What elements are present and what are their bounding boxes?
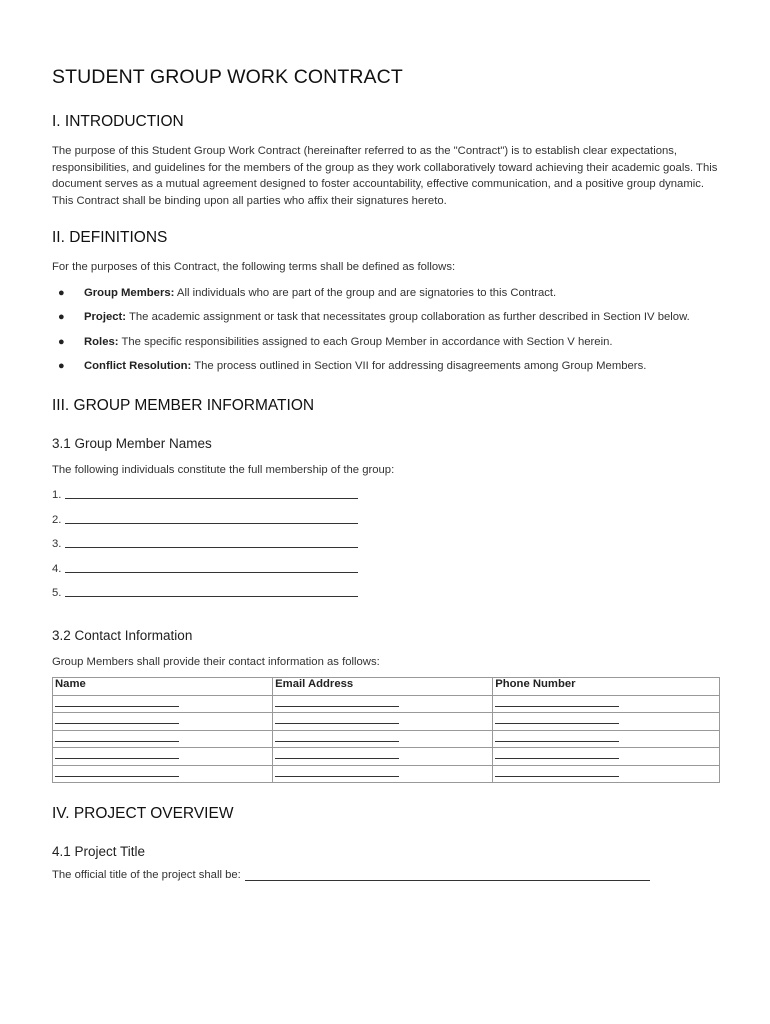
line-number: 2.	[52, 513, 62, 526]
email-cell[interactable]	[273, 748, 493, 766]
phone-cell[interactable]	[493, 765, 720, 783]
member-name-line[interactable]	[52, 561, 722, 586]
blank-line	[495, 713, 619, 724]
section-heading-group-member-information: III. GROUP MEMBER INFORMATION	[52, 396, 315, 414]
line-number: 5.	[52, 587, 62, 599]
column-header-name: Name	[53, 678, 273, 696]
member-name-line[interactable]	[52, 536, 722, 561]
name-cell[interactable]	[53, 695, 273, 713]
blank-line	[275, 696, 399, 707]
blank-line	[55, 713, 179, 724]
email-cell[interactable]	[273, 695, 493, 713]
subsection-heading-member-names: 3.1 Group Member Names	[52, 435, 212, 451]
email-cell[interactable]	[273, 713, 493, 731]
phone-cell[interactable]	[493, 730, 720, 748]
blank-line	[495, 731, 619, 742]
email-cell[interactable]	[273, 730, 493, 748]
section-heading-project-overview: IV. PROJECT OVERVIEW	[52, 805, 234, 822]
bullet-icon: ●	[58, 311, 65, 323]
email-cell[interactable]	[273, 765, 493, 783]
member-name-line[interactable]	[52, 585, 722, 610]
blank-line	[55, 748, 179, 759]
column-header-email: Email Address	[273, 678, 493, 696]
member-name-blank[interactable]	[65, 487, 358, 499]
contact-table	[52, 677, 720, 783]
definition-term: Conflict Resolution:	[84, 360, 192, 372]
definition-text: The process outlined in Section VII for addressing disagreements among Group Members.	[191, 360, 647, 372]
blank-line	[495, 766, 619, 777]
document-body	[52, 66, 722, 881]
section-heading-definitions: II. DEFINITIONS	[52, 229, 168, 246]
blank-line	[275, 748, 399, 759]
project-title-blank[interactable]	[245, 869, 650, 881]
member-name-blank[interactable]	[65, 512, 358, 524]
table-row	[53, 695, 720, 713]
blank-line	[275, 731, 399, 742]
phone-cell[interactable]	[493, 695, 720, 713]
phone-cell[interactable]	[493, 713, 720, 731]
definition-text: The academic assignment or task that necessitates group collaboration as further described in Section IV below.	[126, 311, 690, 323]
member-names-lead: The following individuals constitute the full membership of the group:	[52, 463, 395, 476]
definition-term: Roles:	[84, 335, 119, 348]
member-name-line[interactable]	[52, 487, 722, 512]
line-number: 1.	[52, 489, 62, 501]
document-title: STUDENT GROUP WORK CONTRACT	[52, 66, 403, 88]
blank-line	[495, 696, 619, 707]
introduction-paragraph: The purpose of this Student Group Work Contract (hereinafter referred to as the "Contract") is to establish clear expectations, responsibilities, and guidelines for the members of the group as they work collaboratively toward achieving their academic goals. This document serves as a mutual agreement designed to foster accountability, effective communication, and a positive group dynamic. This Contract shall be binding upon all parties who affix their signatures hereto.	[52, 145, 718, 207]
member-name-blank[interactable]	[65, 585, 358, 597]
table-row	[53, 713, 720, 731]
subsection-heading-contact-information: 3.2 Contact Information	[52, 627, 193, 643]
phone-cell[interactable]	[493, 748, 720, 766]
member-name-blank[interactable]	[65, 561, 358, 573]
project-title-lead: The official title of the project shall be:	[52, 869, 241, 881]
definition-item	[52, 309, 722, 326]
name-cell[interactable]	[53, 765, 273, 783]
definitions-list	[52, 285, 722, 375]
project-title-line[interactable]	[52, 869, 722, 881]
definition-text: The specific responsibilities assigned to each Group Member in accordance with Section V herein.	[118, 335, 613, 348]
definition-term: Group Members:	[84, 286, 175, 299]
table-row	[53, 730, 720, 748]
table-header-row	[53, 678, 720, 696]
blank-line	[275, 713, 399, 724]
column-header-phone: Phone Number	[493, 678, 720, 696]
blank-line	[55, 766, 179, 777]
blank-line	[275, 766, 399, 777]
definitions-lead: For the purposes of this Contract, the following terms shall be defined as follows:	[52, 261, 456, 273]
definition-item	[52, 285, 722, 302]
line-number: 3.	[52, 538, 62, 550]
subsection-heading-project-title: 4.1 Project Title	[52, 844, 146, 859]
section-heading-introduction: I. INTRODUCTION	[52, 113, 184, 130]
line-number: 4.	[52, 562, 62, 575]
member-name-blank[interactable]	[65, 536, 358, 548]
definition-item	[52, 334, 722, 351]
member-name-lines	[52, 487, 722, 610]
blank-line	[55, 731, 179, 742]
contact-information-lead: Group Members shall provide their contact information as follows:	[52, 655, 380, 668]
bullet-icon: ●	[58, 360, 65, 372]
blank-line	[495, 748, 619, 759]
name-cell[interactable]	[53, 713, 273, 731]
bullet-icon: ●	[58, 335, 65, 348]
table-row	[53, 765, 720, 783]
name-cell[interactable]	[53, 748, 273, 766]
name-cell[interactable]	[53, 730, 273, 748]
definition-item	[52, 358, 722, 375]
definition-term: Project:	[84, 311, 127, 323]
blank-line	[55, 696, 179, 707]
definition-text: All individuals who are part of the group and are signatories to this Contract.	[174, 286, 557, 299]
table-row	[53, 748, 720, 766]
bullet-icon: ●	[58, 286, 65, 299]
member-name-line[interactable]	[52, 512, 722, 537]
